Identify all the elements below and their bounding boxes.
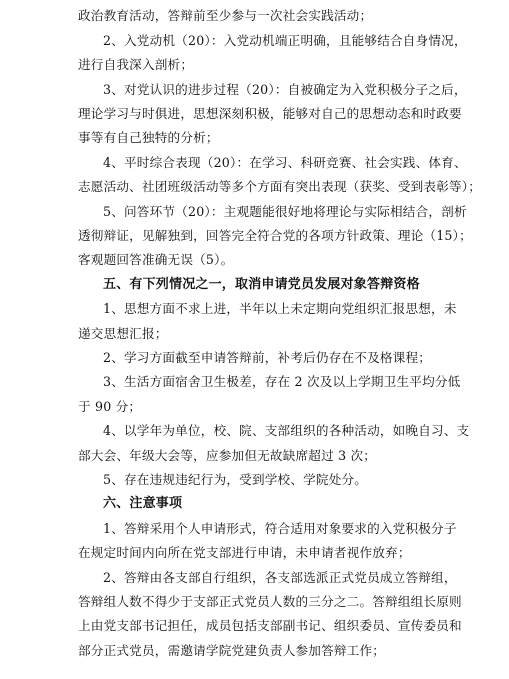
- paragraph-line: 答辩组人数不得少于支部正式党员人数的三分之二。答辩组组长原则: [78, 594, 462, 609]
- paragraph-line: 5、存在违规违纪行为，受到学校、学院处分。: [103, 472, 368, 487]
- paragraph-line: 2、答辩由各支部自行组织，各支部选派正式党员成立答辩组，: [103, 570, 457, 585]
- paragraph-line: 透彻辩证，见解独到，回答完全符合党的各项方针政策、理论（15）；: [78, 228, 472, 243]
- paragraph-line: 4、平时综合表现（20）：在学习、科研竞赛、社会实践、体育、: [103, 155, 467, 170]
- paragraph-line: 4、以学年为单位，校、院、支部组织的各种活动，如晚自习、支: [103, 423, 470, 438]
- paragraph-line: 3、生活方面宿舍卫生极差，存在 2 次及以上学期卫生平均分低: [103, 374, 461, 389]
- paragraph-line: 志愿活动、社团班级活动等多个方面有突出表现（获奖、受到表彰等）；: [78, 179, 482, 194]
- section-heading: 六、注意事项: [103, 496, 183, 511]
- paragraph-line: 1、思想方面不求上进，半年以上未定期向党组织汇报思想，未: [103, 301, 457, 316]
- paragraph-line: 理论学习与时俱进，思想深刻积极，能够对自己的思想动态和时政要: [78, 106, 462, 121]
- paragraph-line: 在规定时间内向所在党支部进行申请，未申请者视作放弃；: [78, 545, 411, 560]
- paragraph-line: 客观题回答准确无误（5）。: [78, 252, 234, 267]
- paragraph-line: 1、答辩采用个人申请形式，符合适用对象要求的入党积极分子: [103, 521, 457, 536]
- paragraph-line: 政治教育活动，答辩前至少参与一次社会实践活动；: [78, 8, 373, 23]
- section-heading: 五、有下列情况之一，取消申请党员发展对象答辩资格: [103, 277, 420, 292]
- paragraph-line: 2、入党动机（20）：入党动机端正明确，且能够结合自身情况，: [103, 33, 467, 48]
- paragraph-line: 进行自我深入剖析；: [78, 57, 194, 72]
- paragraph-line: 3、对党认识的进步过程（20）：自被确定为入党积极分子之后，: [103, 82, 467, 97]
- paragraph-line: 2、学习方面截至申请答辩前，补考后仍存在不及格课程；: [103, 350, 432, 365]
- paragraph-line: 事等有自己独特的分析；: [78, 130, 219, 145]
- paragraph-line: 部大会、年级大会等，应参加但无故缺席超过 3 次；: [78, 448, 377, 463]
- paragraph-line: 部分正式党员，需邀请学院党建负责人参加答辩工作；: [78, 643, 386, 658]
- paragraph-line: 上由党支部书记担任，成员包括支部副书记、组织委员、宣传委员和: [78, 618, 462, 633]
- paragraph-line: 递交思想汇报；: [78, 326, 168, 341]
- paragraph-line: 于 90 分；: [78, 399, 142, 414]
- paragraph-line: 5、问答环节（20）：主观题能很好地将理论与实际相结合，剖析: [103, 204, 467, 219]
